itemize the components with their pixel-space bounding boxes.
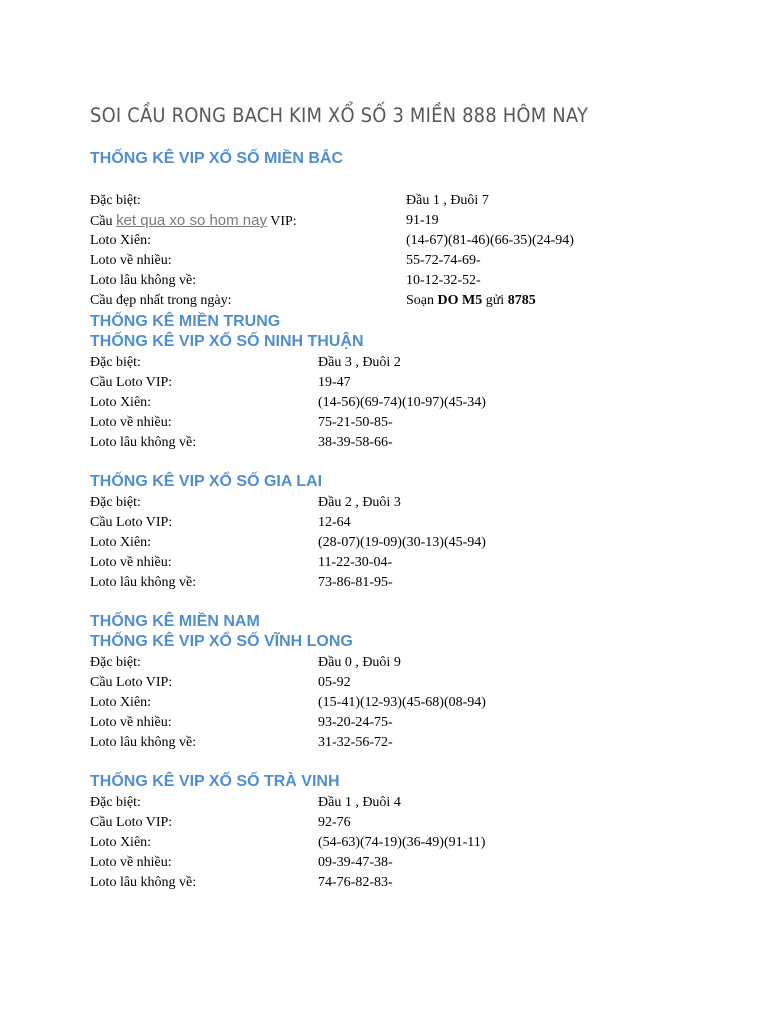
soan-text: Soạn: [406, 293, 438, 308]
sms-code: DO M5: [437, 293, 483, 308]
row-label: Loto lâu không về:: [90, 273, 197, 288]
row-label: Loto Xiên:: [90, 695, 152, 710]
row-value: 73-86-81-95-: [318, 575, 393, 590]
heading-mien-bac: THỐNG KÊ VIP XỔ SỐ MIỀN BẮC: [90, 150, 344, 167]
row-label: Đặc biệt:: [90, 655, 141, 670]
row-label: Loto về nhiều:: [90, 555, 172, 570]
row-label: Cầu Loto VIP:: [90, 515, 173, 530]
row-value: 12-64: [318, 515, 351, 530]
row-label: Cầu Loto VIP:: [90, 675, 173, 690]
row-value: (28-07)(19-09)(30-13)(45-94): [318, 535, 486, 550]
row-value: Đầu 1 , Đuôi 4: [318, 795, 401, 810]
row-label: Loto lâu không về:: [90, 575, 197, 590]
row-value: 05-92: [318, 675, 351, 690]
row-value: 31-32-56-72-: [318, 735, 393, 750]
row-label: Đặc biệt:: [90, 495, 141, 510]
row-value: Đầu 0 , Đuôi 9: [318, 655, 401, 670]
row-value: 19-47: [318, 375, 351, 390]
row-value: 11-22-30-04-: [318, 555, 393, 570]
row-value: Đầu 1 , Đuôi 7: [406, 193, 489, 208]
cau-prefix: Cầu: [90, 214, 117, 229]
row-label: Loto Xiên:: [90, 835, 152, 850]
page-title: SOI CẦU RONG BACH KIM XỔ SỐ 3 MIỀN 888 HÔM NAY: [90, 104, 589, 127]
row-value: 93-20-24-75-: [318, 715, 393, 730]
gui-text: gửi: [482, 293, 508, 308]
cau-suffix: VIP:: [267, 214, 297, 229]
row-label: Loto Xiên:: [90, 395, 152, 410]
row-value: (54-63)(74-19)(36-49)(91-11): [318, 835, 486, 850]
row-label: Đặc biệt:: [90, 355, 141, 370]
ket-qua-link[interactable]: ket qua xo so hom nay: [116, 212, 267, 229]
sms-number: 8785: [507, 293, 536, 308]
row-label: [90, 211, 297, 232]
row-label: Loto lâu không về:: [90, 435, 197, 450]
row-value: (14-67)(81-46)(66-35)(24-94): [406, 233, 574, 248]
row-label: Loto về nhiều:: [90, 855, 172, 870]
row-value: Đầu 3 , Đuôi 2: [318, 355, 401, 370]
row-label: Đặc biệt:: [90, 193, 141, 208]
row-value: (14-56)(69-74)(10-97)(45-34): [318, 395, 486, 410]
row-value: [406, 291, 536, 311]
row-value: Đầu 2 , Đuôi 3: [318, 495, 401, 510]
heading-vinh-long: THỐNG KÊ VIP XỔ SỐ VĨNH LONG: [90, 633, 353, 650]
row-value: 55-72-74-69-: [406, 253, 481, 268]
row-label: Loto về nhiều:: [90, 715, 172, 730]
row-label: Cầu Loto VIP:: [90, 375, 173, 390]
heading-gia-lai: THỐNG KÊ VIP XỔ SỐ GIA LAI: [90, 473, 323, 490]
row-value: 09-39-47-38-: [318, 855, 393, 870]
row-value: 74-76-82-83-: [318, 875, 393, 890]
heading-mien-nam: THỐNG KÊ MIỀN NAM: [90, 613, 260, 630]
row-label: Loto lâu không về:: [90, 875, 197, 890]
row-label: Loto Xiên:: [90, 535, 152, 550]
heading-tra-vinh: THỐNG KÊ VIP XỔ SỐ TRÀ VINH: [90, 773, 340, 790]
row-label: Cầu đẹp nhất trong ngày:: [90, 293, 232, 308]
row-label: Loto lâu không về:: [90, 735, 197, 750]
row-value: 38-39-58-66-: [318, 435, 393, 450]
heading-mien-trung: THỐNG KÊ MIỀN TRUNG: [90, 313, 281, 330]
row-value: (15-41)(12-93)(45-68)(08-94): [318, 695, 486, 710]
row-label: Cầu Loto VIP:: [90, 815, 173, 830]
row-value: 92-76: [318, 815, 351, 830]
row-label: Đặc biệt:: [90, 795, 141, 810]
row-label: Loto Xiên:: [90, 233, 152, 248]
row-value: 91-19: [406, 213, 439, 228]
row-value: 10-12-32-52-: [406, 273, 481, 288]
row-label: Loto về nhiều:: [90, 253, 172, 268]
row-label: Loto về nhiều:: [90, 415, 172, 430]
row-value: 75-21-50-85-: [318, 415, 393, 430]
heading-ninh-thuan: THỐNG KÊ VIP XỔ SỐ NINH THUẬN: [90, 333, 364, 350]
